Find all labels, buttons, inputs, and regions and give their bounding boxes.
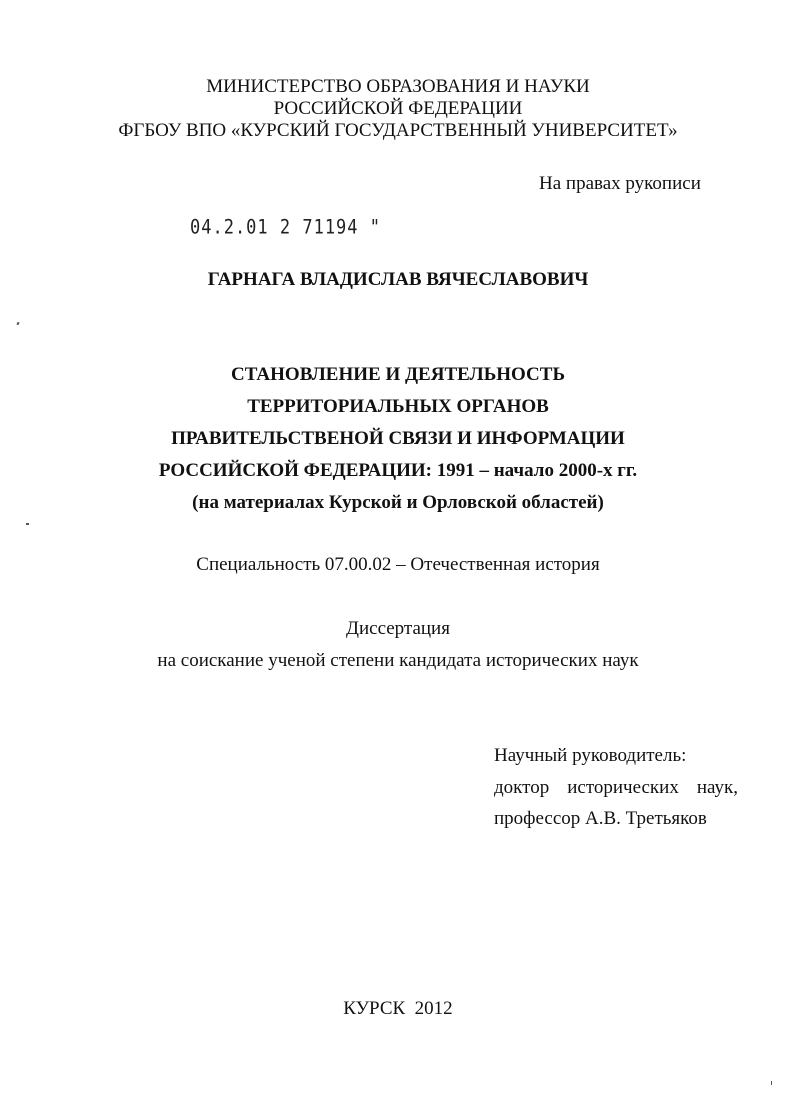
dissertation-label: Диссертация bbox=[346, 618, 450, 639]
supervisor-degree bbox=[494, 777, 738, 799]
ministry-line-2: РОССИЙСКОЙ ФЕДЕРАЦИИ bbox=[273, 98, 523, 119]
scan-speck bbox=[771, 1081, 772, 1085]
manuscript-note: На правах рукописи bbox=[539, 173, 701, 194]
supervisor-degree-word: доктор bbox=[494, 777, 550, 798]
title-line-4: РОССИЙСКОЙ ФЕДЕРАЦИИ: 1991 – начало 2000-х гг. bbox=[158, 460, 638, 481]
scan-speck bbox=[16, 322, 19, 326]
title-line-1: СТАНОВЛЕНИЕ И ДЕЯТЕЛЬНОСТЬ bbox=[230, 364, 566, 385]
ministry-line-1: МИНИСТЕРСТВО ОБРАЗОВАНИЯ И НАУКИ bbox=[206, 76, 590, 97]
city-year: КУРСК 2012 bbox=[343, 998, 453, 1019]
dissertation-purpose: на соискание ученой степени кандидата исторических наук bbox=[157, 650, 639, 671]
title-line-2: ТЕРРИТОРИАЛЬНЫХ ОРГАНОВ bbox=[247, 396, 549, 417]
university-name: ФГБОУ ВПО «КУРСКИЙ ГОСУДАРСТВЕННЫЙ УНИВЕРСИТЕТ» bbox=[118, 120, 678, 141]
supervisor-heading: Научный руководитель: bbox=[494, 745, 687, 766]
registration-stamp: 04.2.01 2 71194 " bbox=[190, 216, 381, 239]
title-line-3: ПРАВИТЕЛЬСТВЕНОЙ СВЯЗИ И ИНФОРМАЦИИ bbox=[171, 428, 625, 449]
title-line-5: (на материалах Курской и Орловской областей) bbox=[192, 492, 604, 513]
supervisor-name: профессор А.В. Третьяков bbox=[494, 808, 707, 829]
scan-speck bbox=[26, 523, 29, 525]
specialty: Специальность 07.00.02 – Отечественная история bbox=[196, 554, 600, 575]
supervisor-degree-word: наук, bbox=[696, 777, 738, 798]
author-name: ГАРНАГА ВЛАДИСЛАВ ВЯЧЕСЛАВОВИЧ bbox=[207, 269, 589, 290]
supervisor-degree-word: исторических bbox=[567, 777, 679, 798]
